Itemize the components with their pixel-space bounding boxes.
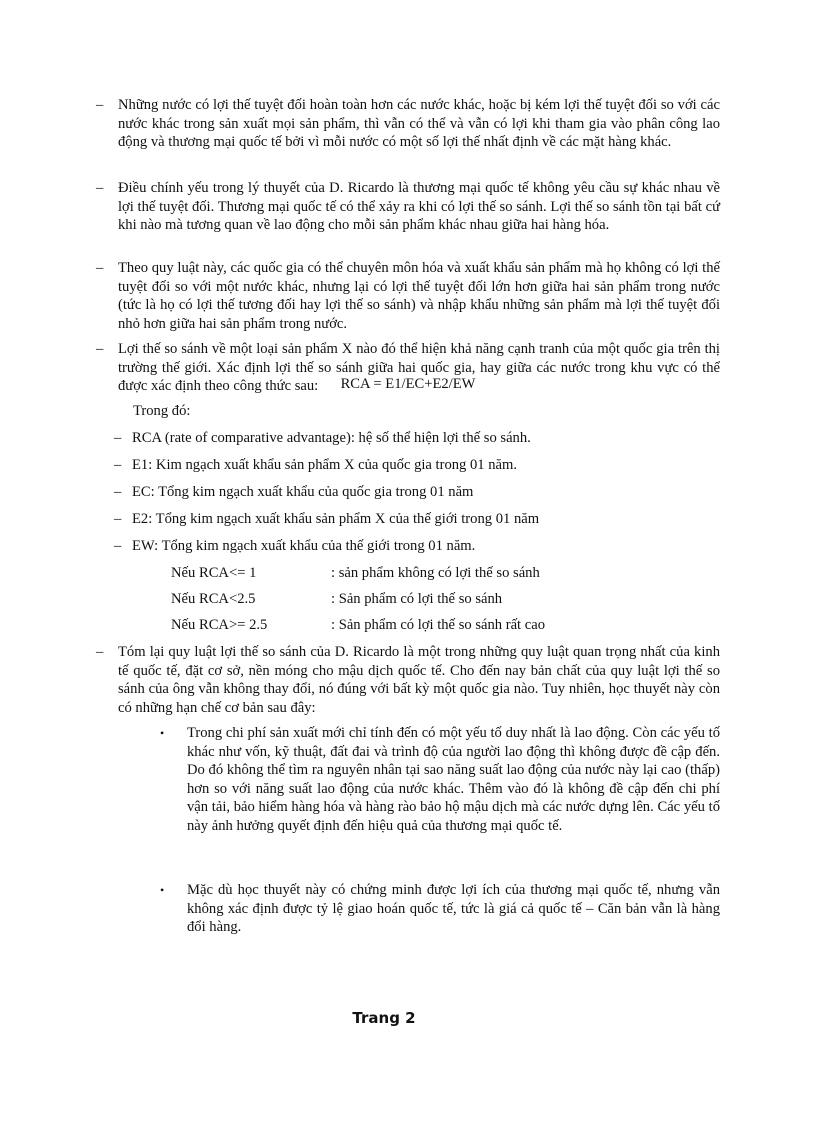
definition-e1 (96, 456, 720, 475)
definition-e2 (96, 510, 720, 529)
condition-row (171, 590, 502, 609)
definitions-heading: Trong đó: (133, 403, 191, 419)
condition-result: : Sản phẩm có lợi thế so sánh rất cao (331, 617, 546, 633)
dash-marker: – (96, 180, 104, 196)
condition-result: : sản phẩm không có lợi thế so sánh (331, 565, 540, 581)
dash-marker: – (114, 457, 122, 473)
dash-marker: – (96, 341, 104, 357)
paragraph-text: Theo quy luật này, các quốc gia có thể chuyên môn hóa và xuất khẩu sản phẩm mà họ không có lợi thế tuyệt đối so với một nước khác, nhưng lại có lợi thế tuyệt đối lớn hơn giữa hai sản phẩm trong nước (tức là họ có lợi thế tương đối hay lợi thế so sánh) và nhập khẩu những sản phẩm mà lợi thế tuyệt đối nhỏ hơn giữa hai sản phẩm trong nước. (118, 260, 720, 332)
paragraph-text: Điều chính yếu trong lý thuyết của D. Ricardo là thương mại quốc tế không yêu cầu sự khác nhau về lợi thế tuyệt đối. Thương mại quốc tế có thể xảy ra khi có lợi thế so sánh. Lợi thế so sánh tồn tại bất cứ khi nào mà tương quan về lao động cho mỗi sản phẩm khác nhau giữa hai hàng hóa. (118, 180, 720, 233)
limitation-item (160, 724, 720, 835)
condition-row (171, 564, 540, 583)
definition-text: E1: Kim ngạch xuất khẩu sản phẩm X của quốc gia trong 01 năm. (132, 457, 518, 473)
condition-result: : Sản phẩm có lợi thế so sánh (331, 591, 503, 607)
dash-marker: – (96, 97, 104, 113)
dash-marker: – (114, 430, 122, 446)
dash-marker: – (114, 538, 122, 554)
paragraph-text: Tóm lại quy luật lợi thế so sánh của D. Ricardo là một trong những quy luật quan trọng nhất của kinh tế quốc tế, đặt cơ sở, nền móng cho mậu dịch quốc tế. Cho đến nay bản chất của quy luật lợi thế so sánh của ông vẫn không thay đổi, nó đúng với bất kỳ một quốc gia nào. Tuy nhiên, học thuyết này còn có những hạn chế cơ bản sau đây: (118, 644, 720, 716)
condition-label: Nếu RCA>= 2.5 (171, 617, 268, 633)
page-number: Trang 2 (352, 1009, 416, 1027)
condition-row (171, 616, 545, 635)
bullet-icon: • (160, 726, 165, 740)
summary-paragraph (96, 643, 720, 717)
limitation-item (160, 881, 720, 937)
dash-marker: – (96, 260, 104, 276)
dash-marker: – (114, 484, 122, 500)
definition-text: EW: Tổng kim ngạch xuất khẩu của thế giới trong 01 năm. (132, 538, 476, 554)
definition-text: E2: Tổng kim ngạch xuất khẩu sản phẩm X của thế giới trong 01 năm (132, 511, 540, 527)
rca-formula: RCA = E1/EC+E2/EW (340, 376, 476, 392)
definition-text: EC: Tổng kim ngạch xuất khẩu của quốc gia trong 01 năm (132, 484, 474, 500)
definition-rca (96, 429, 720, 448)
definition-text: RCA (rate of comparative advantage): hệ số thể hiện lợi thế so sánh. (132, 430, 531, 446)
definition-ec (96, 483, 720, 502)
limitation-text: Trong chi phí sản xuất mới chỉ tính đến có một yếu tố duy nhất là lao động. Còn các yếu tố khác như vốn, kỹ thuật, đất đai và trình độ của người lao động thì không được đề cập đến. Do đó không thể tìm ra nguyên nhân tại sao năng suất lao động của nước này lại cao (thấp) hơn so với năng suất lao động của nước khác. Thêm vào đó là không đề cập đến chi phí vận tải, bảo hiểm hàng hóa và hàng rào bảo hộ mậu dịch mà các nước dựng lên. Các yếu tố này ảnh hưởng quyết định đến hiệu quả của thương mại quốc tế. (187, 725, 720, 834)
paragraph-2 (96, 179, 720, 235)
bullet-icon: • (160, 883, 165, 897)
limitation-text: Mặc dù học thuyết này có chứng minh được lợi ích của thương mại quốc tế, nhưng vẫn không xác định được tỷ lệ giao hoán quốc tế, tức là giá cả quốc tế – Căn bản vẫn là hàng đổi hàng. (187, 882, 720, 935)
paragraph-text: Những nước có lợi thế tuyệt đối hoàn toàn hơn các nước khác, hoặc bị kém lợi thế tuyệt đối so với các nước khác trong sản xuất mọi sản phẩm, thì vẫn có thể và vẫn có lợi khi tham gia vào phân công lao động và thương mại quốc tế bởi vì mỗi nước có một số lợi thế nhất định về các mặt hàng khác. (118, 97, 720, 150)
condition-label: Nếu RCA<= 1 (171, 565, 257, 581)
dash-marker: – (96, 644, 104, 660)
paragraph-3 (96, 259, 720, 333)
definition-ew (96, 537, 720, 556)
paragraph-1 (96, 96, 720, 152)
paragraph-text: Lợi thế so sánh về một loại sản phẩm X nào đó thể hiện khả năng cạnh tranh của một quốc gia trên thị trường thế giới. Xác định lợi thế so sánh giữa hai quốc gia, hay giữa các nước trong khu vực có thể được xác định theo công thức sau: (118, 341, 720, 394)
condition-label: Nếu RCA<2.5 (171, 591, 256, 607)
dash-marker: – (114, 511, 122, 527)
